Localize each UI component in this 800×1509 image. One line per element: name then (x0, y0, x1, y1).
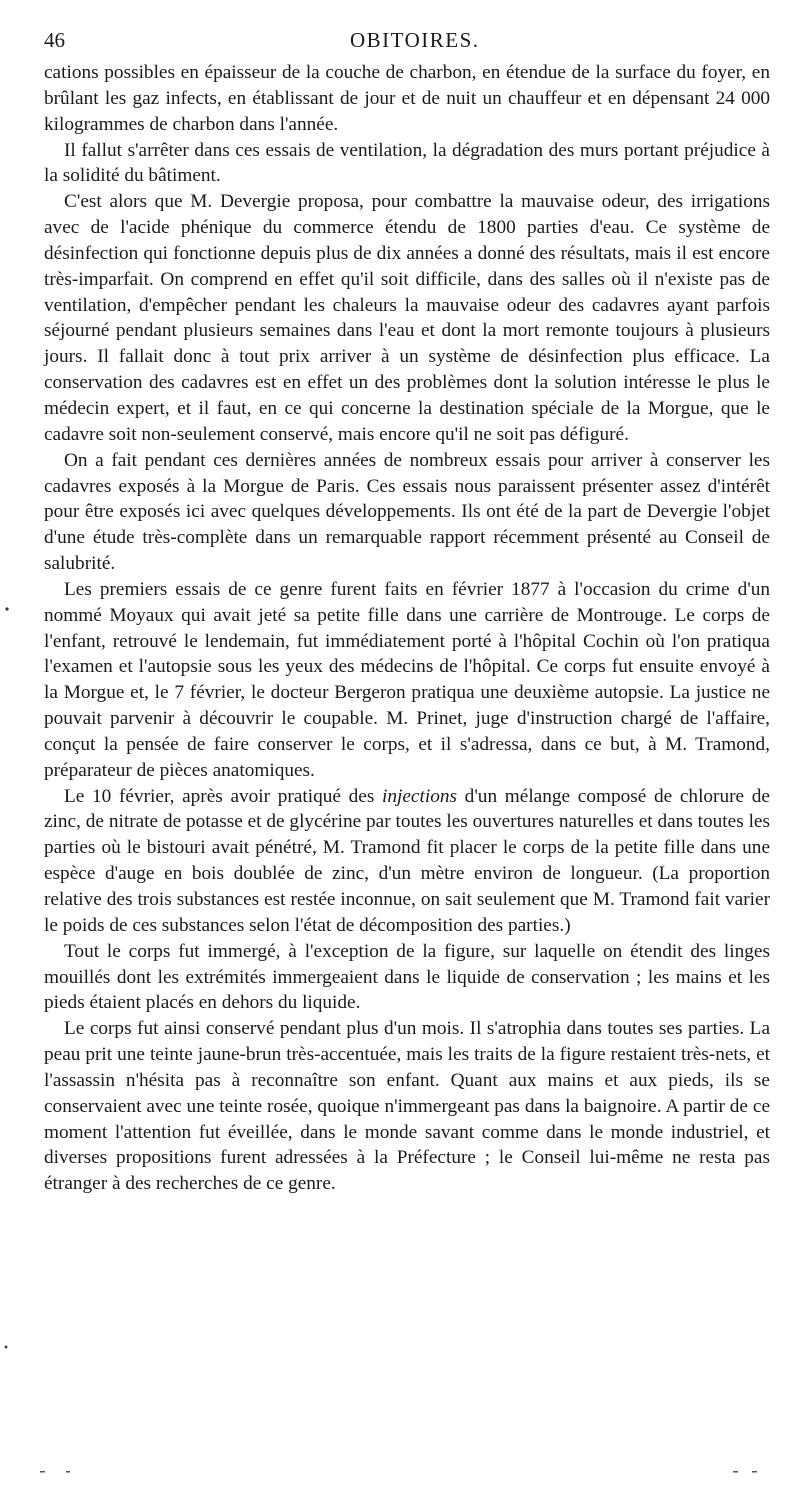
paragraph: C'est alors que M. Devergie proposa, pour combattre la mauvaise odeur, des irrigations avec de l'acide phénique du commerce étendu de 1800 parties d'eau. Ce système de désinfection qui fonctionne depuis plus de dix années a donné des résultats, mais il est encore très-imparfait. On comprend en effet qu'il soit difficile, dans des salles où il n'existe pas de ventilation, d'empêcher pendant les chaleurs la mauvaise odeur des cadavres ayant parfois séjourné pendant plusieurs semaines dans l'eau et dont la mort remonte toujours à plusieurs jours. Il fallait donc à tout prix arriver à un système de désinfection plus efficace. La conservation des cadavres est en effet un des problèmes dont la solution intéresse le plus le médecin expert, et il faut, en ce qui concerne la destination spéciale de la Morgue, que le cadavre soit non-seulement conservé, mais encore qu'il ne soit pas défiguré. (44, 191, 770, 445)
running-head (44, 26, 768, 56)
paragraph: Le corps fut ainsi conservé pendant plus d'un mois. Il s'atrophia dans toutes ses parties. La peau prit une teinte jaune-brun très-accentuée, mais les traits de la figure restaient très-nets, et l'assassin n'hésita pas à reconnaître son enfant. Quant aux mains et aux pieds, ils se conservaient avec une teinte rosée, quoique n'immergeant pas dans la baignoire. A partir de ce moment l'attention fut éveillée, dans le monde savant comme dans le monde industriel, et diverses propositions furent adressées à la Préfecture ; le Conseil lui-même ne resta pas étranger à des recherches de ce genre. (44, 1018, 770, 1195)
paragraph-text: Le 10 février, après avoir pratiqué des (64, 785, 383, 807)
paragraph: Les premiers essais de ce genre furent faits en février 1877 à l'occasion du crime d'un nommé Moyaux qui avait jeté sa petite fille dans une carrière de Montrouge. Le corps de l'enfant, retrouvé le lendemain, fut immédiatement porté à l'hôpital Cochin où l'on pratiqua l'examen et l'autopsie sous les yeux des médecins de l'hôpital. Ce corps fut ensuite envoyé à la Morgue et, le 7 février, le docteur Bergeron pratiqua une deuxième autopsie. La justice ne pouvait parvenir à découvrir le coupable. M. Prinet, juge d'instruction chargé de l'affaire, conçut la pensée de faire conserver le corps, et il s'adressa, dans ce but, à M. Tramond, préparateur de pièces anatomiques. (44, 578, 770, 781)
paragraph: On a fait pendant ces dernières années de nombreux essais pour arriver à conserver les cadavres exposés à la Morgue de Paris. Ces essais nous paraissent présenter assez d'intérêt pour être exposés ici avec quelques développements. Ils ont été de la part de Devergie l'objet d'une étude très-complète dans un remarquable rapport récemment présenté au Conseil de salubrité. (44, 449, 770, 575)
body-text (44, 60, 770, 1197)
emphasized-word: injections (382, 785, 457, 807)
running-title: OBITOIRES. (350, 28, 480, 52)
page-number: 46 (44, 28, 65, 52)
paragraph: Il fallut s'arrêter dans ces essais de ventilation, la dégradation des murs portant préjudice à la solidité du bâtiment. (44, 139, 770, 187)
paragraph-continuation: cations possibles en épaisseur de la couche de charbon, en étendue de la surface du foyer, en brûlant les gaz infects, en établissant de jour et de nuit un chauffeur et en dépensant 24 000 kilogrammes de charbon dans l'année. (44, 62, 770, 135)
paragraph-text: d'un mélange composé de chlorure de zinc, de nitrate de potasse et de glycérine par toutes les ouvertures naturelles et dans toutes les parties où le bistouri avait pénétré, M. Tramond fit placer le corps de la petite fille dans une espèce d'auge en bois doublée de zinc, d'un mètre environ de longueur. (La proportion relative des trois substances est restée inconnue, on sait seulement que M. Tramond fait varier le poids de ces substances selon l'état de décomposition des parties.) (44, 785, 770, 936)
paragraph (44, 784, 770, 939)
paragraph: Tout le corps fut immergé, à l'exception de la figure, sur laquelle on étendit des linges mouillés dont les extrémités immergeaient dans le liquide de conservation ; les mains et les pieds étaient placés en dehors du liquide. (44, 940, 770, 1014)
